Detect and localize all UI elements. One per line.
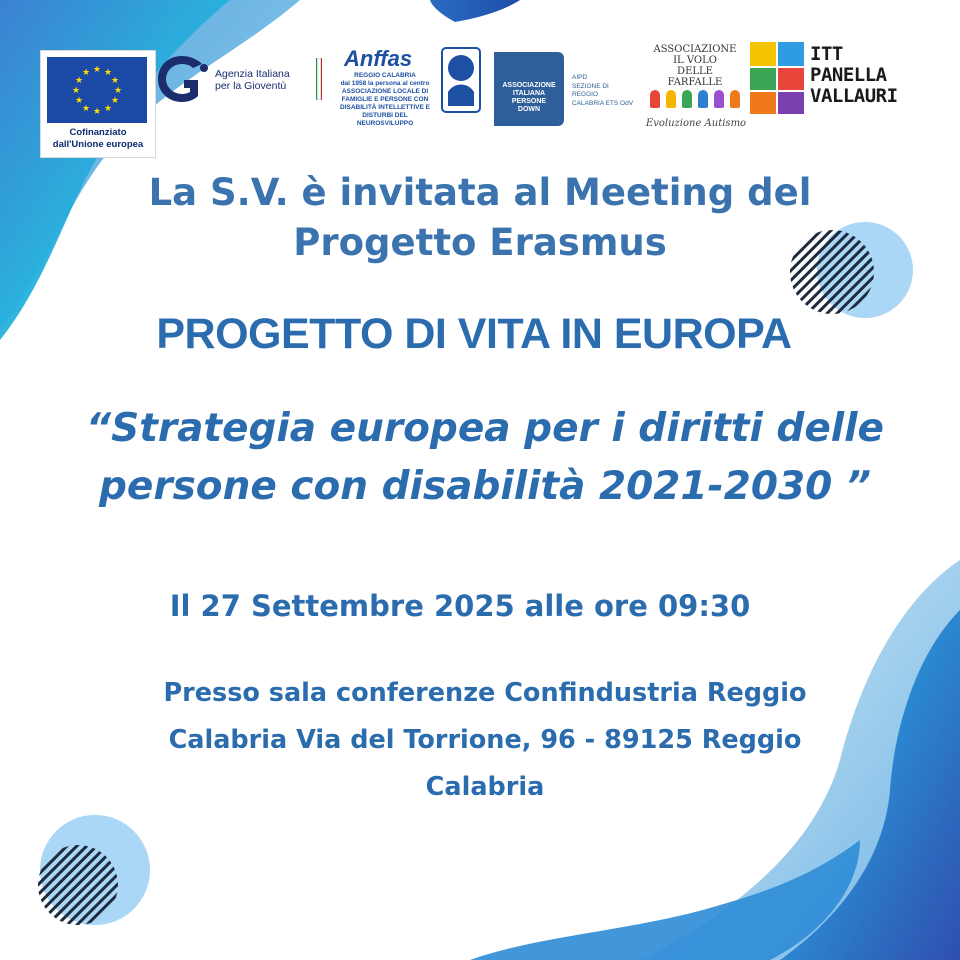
svg-text:★: ★	[92, 107, 102, 117]
agenzia-text: Agenzia Italiana per la Gioventù	[215, 68, 290, 92]
svg-text:★: ★	[92, 65, 102, 75]
svg-text:★: ★	[81, 104, 91, 114]
aipd-side-text: AIPD SEZIONE DI REGGIO CALABRIA ETS OdV	[572, 74, 634, 107]
svg-text:★: ★	[74, 96, 84, 106]
farfalle-motto: Evoluzione Autismo	[645, 118, 747, 129]
itt-name: ITT PANELLA VALLAURI	[810, 43, 898, 107]
invitation-heading: La S.V. è invitata al Meeting del Progetto Erasmus	[148, 171, 812, 264]
event-date: Il 27 Settembre 2025 alle ore 09:30	[169, 589, 751, 623]
svg-text:★: ★	[110, 96, 120, 106]
svg-text:★: ★	[71, 86, 81, 96]
svg-text:★: ★	[103, 104, 113, 114]
eu-cofunding-text: Cofinanziato dall'Unione europea	[52, 127, 144, 150]
project-title: PROGETTO DI VITA IN EUROPA	[156, 310, 792, 358]
svg-text:★: ★	[113, 86, 123, 96]
svg-text:★: ★	[81, 68, 91, 78]
svg-text:★: ★	[103, 68, 113, 78]
anffas-description: REGGIO CALABRIA dal 1958 la persona al centro ASSOCIAZIONE LOCALE DI FAMIGLIE E PERSONE CON DISABILITÀ INTELLETTIVE E DISTURBI DEL NEUROSVILUPPO	[340, 72, 430, 127]
event-venue: Presso sala conferenze Confindustria Reggio Calabria Via del Torrione, 96 - 89125 Reggio Calabria	[163, 678, 807, 802]
svg-text:★: ★	[110, 76, 120, 86]
svg-text:★: ★	[74, 76, 84, 86]
farfalle-name: ASSOCIAZIONE IL VOLO DELLE FARFALLE	[653, 44, 737, 88]
strategy-quote: “Strategia europea per i diritti delle persone con disabilità 2021-2030 ”	[86, 406, 884, 509]
anffas-brand: Anffas	[344, 46, 413, 71]
aipd-badge: ASSOCIAZIONE ITALIANA PERSONE DOWN	[494, 52, 564, 126]
